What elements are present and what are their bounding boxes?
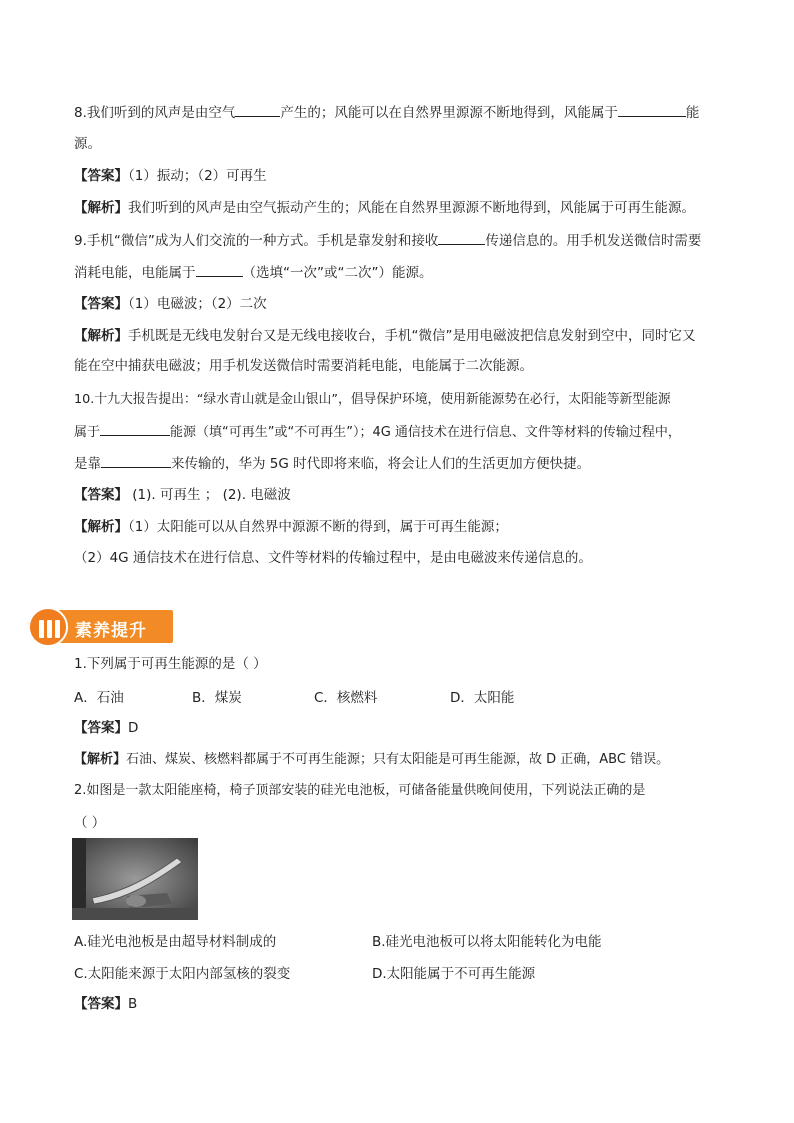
s2-answer: 【答案】B <box>74 996 138 1012</box>
analysis-tag: 【解析】 <box>74 519 128 535</box>
s2-options-row-1 <box>74 930 714 950</box>
q9-line-1: 9.手机“微信”成为人们交流的一种方式。手机是靠发射和接收 传递信息的。用手机发送微信时需要 <box>74 230 701 251</box>
s1-question: 1.下列属于可再生能源的是（ ） <box>74 656 267 672</box>
answer-tag: 【答案】 <box>74 487 128 503</box>
q9-analysis-1: 【解析】手机既是无线电发射台又是无线电接收台，手机“微信”是用电磁波把信息发射到空中，同时它又 <box>74 328 696 344</box>
analysis-tag: 【解析】 <box>74 200 128 216</box>
q8-line-1: 8.我们听到的风声是由空气 产生的；风能可以在自然界里源源不断地得到，风能属于 能 <box>74 102 699 123</box>
banner-badge <box>28 607 68 647</box>
answer-blank <box>101 453 171 468</box>
section-title: 素养提升 <box>75 621 147 641</box>
q10-analysis-1: 【解析】（1）太阳能可以从自然界中源源不断的得到，属于可再生能源； <box>74 519 508 535</box>
s1-options <box>74 686 714 706</box>
answer-blank <box>618 102 686 117</box>
option-d: D.太阳能属于不可再生能源 <box>372 966 536 982</box>
q8-line-2: 源。 <box>74 136 101 152</box>
answer-blank <box>100 421 170 436</box>
q10-line-3: 是靠 来传输的，华为 5G 时代即将来临，将会让人们的生活更加方便快捷。 <box>74 453 590 474</box>
option-d: D．太阳能 <box>450 690 515 706</box>
analysis-tag: 【解析】 <box>74 752 127 767</box>
answer-tag: 【答案】 <box>74 720 128 736</box>
answer-tag: 【答案】 <box>74 996 128 1012</box>
option-b: B．煤炭 <box>192 690 242 706</box>
s1-analysis: 【解析】石油、煤炭、核燃料都属于不可再生能源；只有太阳能是可再生能源，故 D 正确，ABC 错误。 <box>74 752 670 767</box>
q10-line-1: 10.十九大报告提出：“绿水青山就是金山银山”，倡导保护环境，使用新能源势在必行，太阳能等新型能源 <box>74 392 671 407</box>
q10-analysis-2: （2）4G 通信技术在进行信息、文件等材料的传输过程中，是由电磁波来传递信息的。 <box>74 550 592 566</box>
q10-answer: 【答案】 (1). 可再生 ； (2). 电磁波 <box>74 487 291 503</box>
q9-answer: 【答案】（1）电磁波；（2）二次 <box>74 296 267 312</box>
section-banner <box>28 607 173 647</box>
answer-tag: 【答案】 <box>74 296 128 312</box>
q10-line-2: 属于 能源（填“可再生”或“不可再生”）；4G 通信技术在进行信息、文件等材料的传输过程中， <box>74 421 681 443</box>
s2-options-row-2 <box>74 962 714 982</box>
s1-answer: 【答案】D <box>74 720 139 736</box>
q8-answer: 【答案】（1）振动；（2）可再生 <box>74 168 267 184</box>
option-c: C．核燃料 <box>314 690 378 706</box>
option-b: B.硅光电池板可以将太阳能转化为电能 <box>372 934 602 950</box>
option-a: A.硅光电池板是由超导材料制成的 <box>74 934 277 950</box>
answer-blank <box>235 102 280 117</box>
answer-blank <box>438 230 485 245</box>
q9-analysis-2: 能在空中捕获电磁波；用手机发送微信时需要消耗电能，电能属于二次能源。 <box>74 358 533 374</box>
books-icon <box>39 620 61 638</box>
s2-question: 2.如图是一款太阳能座椅，椅子顶部安装的硅光电池板，可储备能量供晚间使用，下列说法正确的是 <box>74 783 646 798</box>
s2-paren: （ ） <box>74 815 106 831</box>
option-a: A．石油 <box>74 690 124 706</box>
answer-tag: 【答案】 <box>74 168 128 184</box>
option-c: C.太阳能来源于太阳内部氢核的裂变 <box>74 966 291 982</box>
q8-analysis: 【解析】我们听到的风声是由空气振动产生的；风能在自然界里源源不断地得到，风能属于可再生能源。 <box>74 200 695 216</box>
q9-line-2: 消耗电能，电能属于 （选填“一次”或“二次”）能源。 <box>74 262 432 283</box>
answer-blank <box>196 262 243 277</box>
analysis-tag: 【解析】 <box>74 328 128 344</box>
solar-chair-photo <box>72 838 198 920</box>
